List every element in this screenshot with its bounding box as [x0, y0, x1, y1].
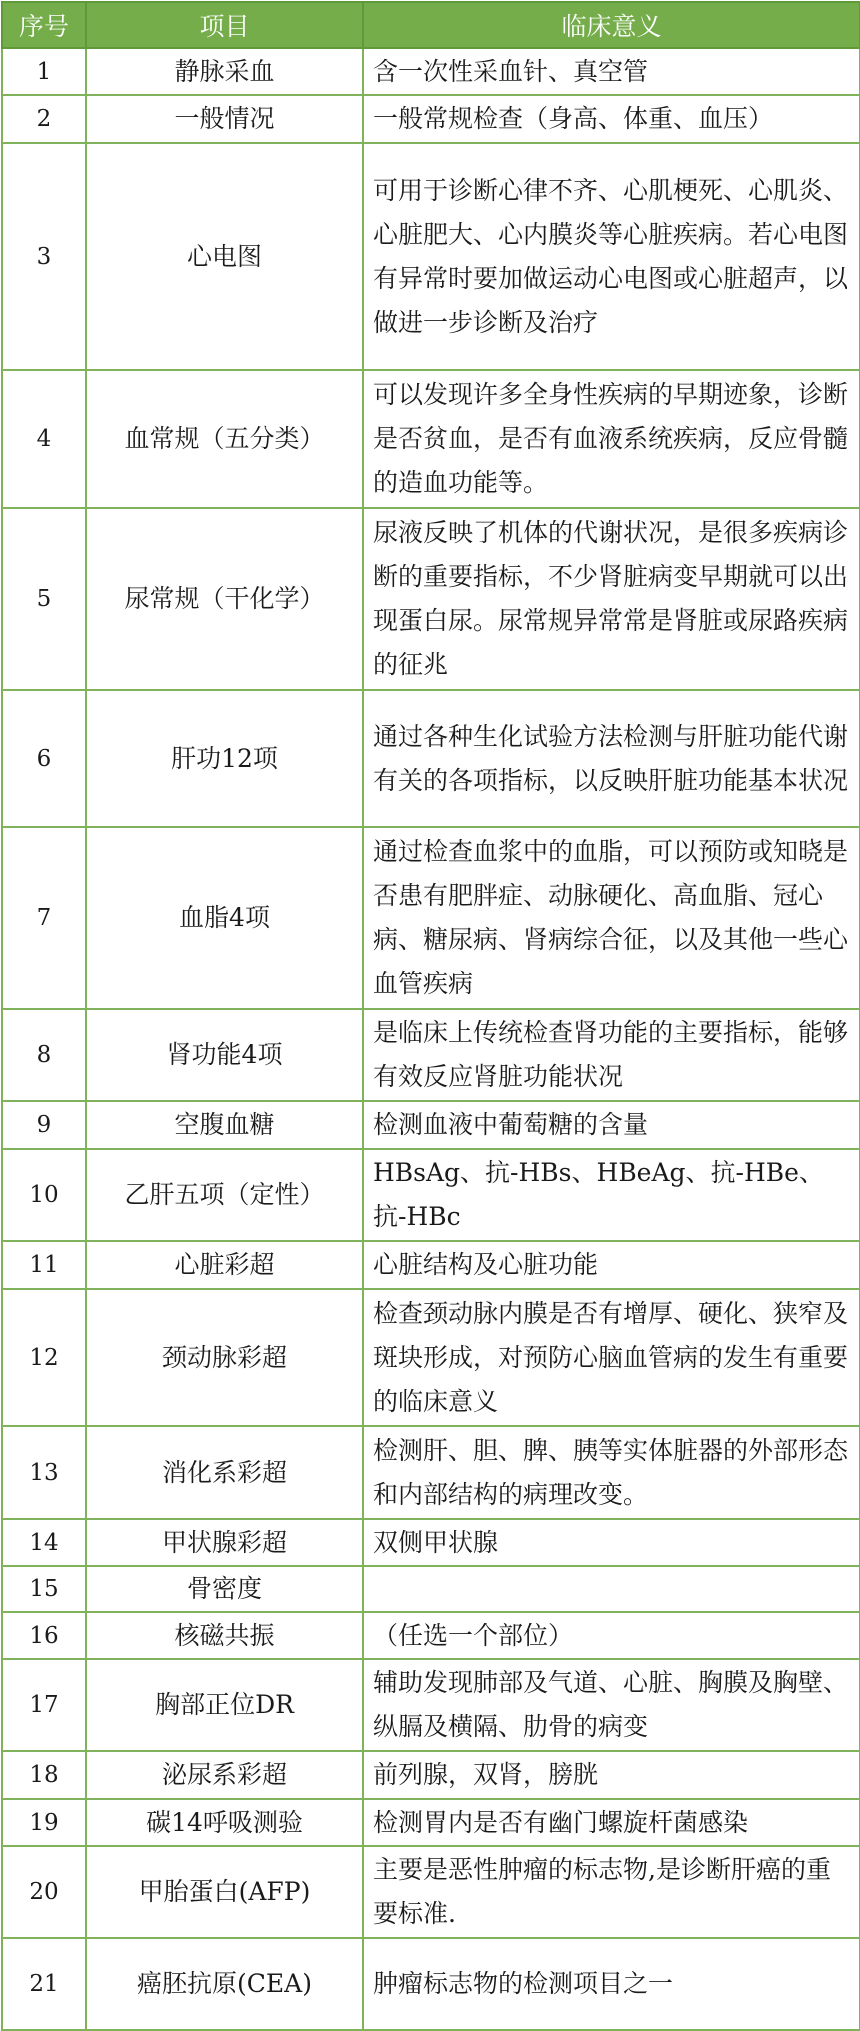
header-clinical-meaning: 临床意义	[363, 2, 860, 48]
row-number: 13	[2, 1426, 86, 1519]
table-header-row	[2, 2, 860, 48]
row-number: 21	[2, 1938, 86, 2030]
row-item: 甲状腺彩超	[86, 1519, 363, 1566]
table-row	[2, 1241, 860, 1289]
table-row	[2, 1659, 860, 1751]
row-item: 核磁共振	[86, 1612, 363, 1659]
table-row	[2, 1426, 860, 1519]
row-description: 一般常规检查（身高、体重、血压）	[363, 95, 860, 143]
row-description: （任选一个部位）	[363, 1612, 860, 1659]
row-description: 检查颈动脉内膜是否有增厚、硬化、狭窄及斑块形成，对预防心脑血管病的发生有重要的临床意义	[363, 1289, 860, 1426]
row-description: 双侧甲状腺	[363, 1519, 860, 1566]
row-item: 乙肝五项（定性）	[86, 1149, 363, 1241]
row-description: 可以发现许多全身性疾病的早期迹象，诊断是否贫血，是否有血液系统疾病，反应骨髓的造血功能等。	[363, 370, 860, 508]
row-item: 心电图	[86, 143, 363, 370]
row-number: 18	[2, 1751, 86, 1799]
table-row	[2, 1289, 860, 1426]
exam-table-container	[1, 1, 859, 1998]
table-row	[2, 143, 860, 370]
row-description: 检测血液中葡萄糖的含量	[363, 1101, 860, 1149]
row-item: 血常规（五分类）	[86, 370, 363, 508]
exam-items-table	[1, 1, 860, 2031]
row-number: 17	[2, 1659, 86, 1751]
row-description: 尿液反映了机体的代谢状况，是很多疾病诊断的重要指标，不少肾脏病变早期就可以出现蛋白尿。尿常规异常常是肾脏或尿路疾病的征兆	[363, 508, 860, 690]
table-row	[2, 1009, 860, 1101]
table-row	[2, 690, 860, 827]
row-number: 11	[2, 1241, 86, 1289]
table-row	[2, 1846, 860, 1938]
row-description: 主要是恶性肿瘤的标志物,是诊断肝癌的重要标准.	[363, 1846, 860, 1938]
table-row	[2, 1612, 860, 1659]
row-number: 20	[2, 1846, 86, 1938]
table-row	[2, 1101, 860, 1149]
table-row	[2, 1938, 860, 2030]
table-row	[2, 95, 860, 143]
row-item: 消化系彩超	[86, 1426, 363, 1519]
row-item: 碳14呼吸测验	[86, 1799, 363, 1846]
table-row	[2, 1566, 860, 1612]
header-number: 序号	[2, 2, 86, 48]
row-number: 9	[2, 1101, 86, 1149]
row-number: 8	[2, 1009, 86, 1101]
row-number: 16	[2, 1612, 86, 1659]
row-number: 1	[2, 48, 86, 95]
row-description: 辅助发现肺部及气道、心脏、胸膜及胸壁、纵膈及横隔、肋骨的病变	[363, 1659, 860, 1751]
row-description: 肿瘤标志物的检测项目之一	[363, 1938, 860, 2030]
row-item: 癌胚抗原(CEA)	[86, 1938, 363, 2030]
row-description: 检测胃内是否有幽门螺旋杆菌感染	[363, 1799, 860, 1846]
row-item: 胸部正位DR	[86, 1659, 363, 1751]
table-row	[2, 508, 860, 690]
row-number: 12	[2, 1289, 86, 1426]
table-row	[2, 1519, 860, 1566]
row-number: 19	[2, 1799, 86, 1846]
row-number: 5	[2, 508, 86, 690]
row-item: 静脉采血	[86, 48, 363, 95]
row-number: 15	[2, 1566, 86, 1612]
row-number: 3	[2, 143, 86, 370]
row-number: 10	[2, 1149, 86, 1241]
row-description: 心脏结构及心脏功能	[363, 1241, 860, 1289]
row-item: 血脂4项	[86, 827, 363, 1009]
row-item: 泌尿系彩超	[86, 1751, 363, 1799]
row-number: 14	[2, 1519, 86, 1566]
row-number: 2	[2, 95, 86, 143]
row-description: 通过各种生化试验方法检测与肝脏功能代谢有关的各项指标，以反映肝脏功能基本状况	[363, 690, 860, 827]
row-item: 尿常规（干化学）	[86, 508, 363, 690]
row-description	[363, 1566, 860, 1612]
table-row	[2, 1751, 860, 1799]
row-description: 检测肝、胆、脾、胰等实体脏器的外部形态和内部结构的病理改变。	[363, 1426, 860, 1519]
row-item: 一般情况	[86, 95, 363, 143]
row-item: 肾功能4项	[86, 1009, 363, 1101]
row-number: 4	[2, 370, 86, 508]
row-description: 前列腺，双肾，膀胱	[363, 1751, 860, 1799]
table-row	[2, 1149, 860, 1241]
table-row	[2, 1799, 860, 1846]
row-description: 含一次性采血针、真空管	[363, 48, 860, 95]
row-item: 甲胎蛋白(AFP)	[86, 1846, 363, 1938]
row-description: 可用于诊断心律不齐、心肌梗死、心肌炎、心脏肥大、心内膜炎等心脏疾病。若心电图有异常时要加做运动心电图或心脏超声，以做进一步诊断及治疗	[363, 143, 860, 370]
row-item: 颈动脉彩超	[86, 1289, 363, 1426]
row-number: 7	[2, 827, 86, 1009]
table-row	[2, 827, 860, 1009]
row-number: 6	[2, 690, 86, 827]
row-item: 肝功12项	[86, 690, 363, 827]
table-row	[2, 48, 860, 95]
row-description: 是临床上传统检查肾功能的主要指标，能够有效反应肾脏功能状况	[363, 1009, 860, 1101]
row-item: 骨密度	[86, 1566, 363, 1612]
header-item: 项目	[86, 2, 363, 48]
table-row	[2, 370, 860, 508]
row-description: HBsAg、抗-HBs、HBeAg、抗-HBe、抗-HBc	[363, 1149, 860, 1241]
row-item: 空腹血糖	[86, 1101, 363, 1149]
row-item: 心脏彩超	[86, 1241, 363, 1289]
row-description: 通过检查血浆中的血脂，可以预防或知晓是否患有肥胖症、动脉硬化、高血脂、冠心病、糖尿病、肾病综合征，以及其他一些心血管疾病	[363, 827, 860, 1009]
